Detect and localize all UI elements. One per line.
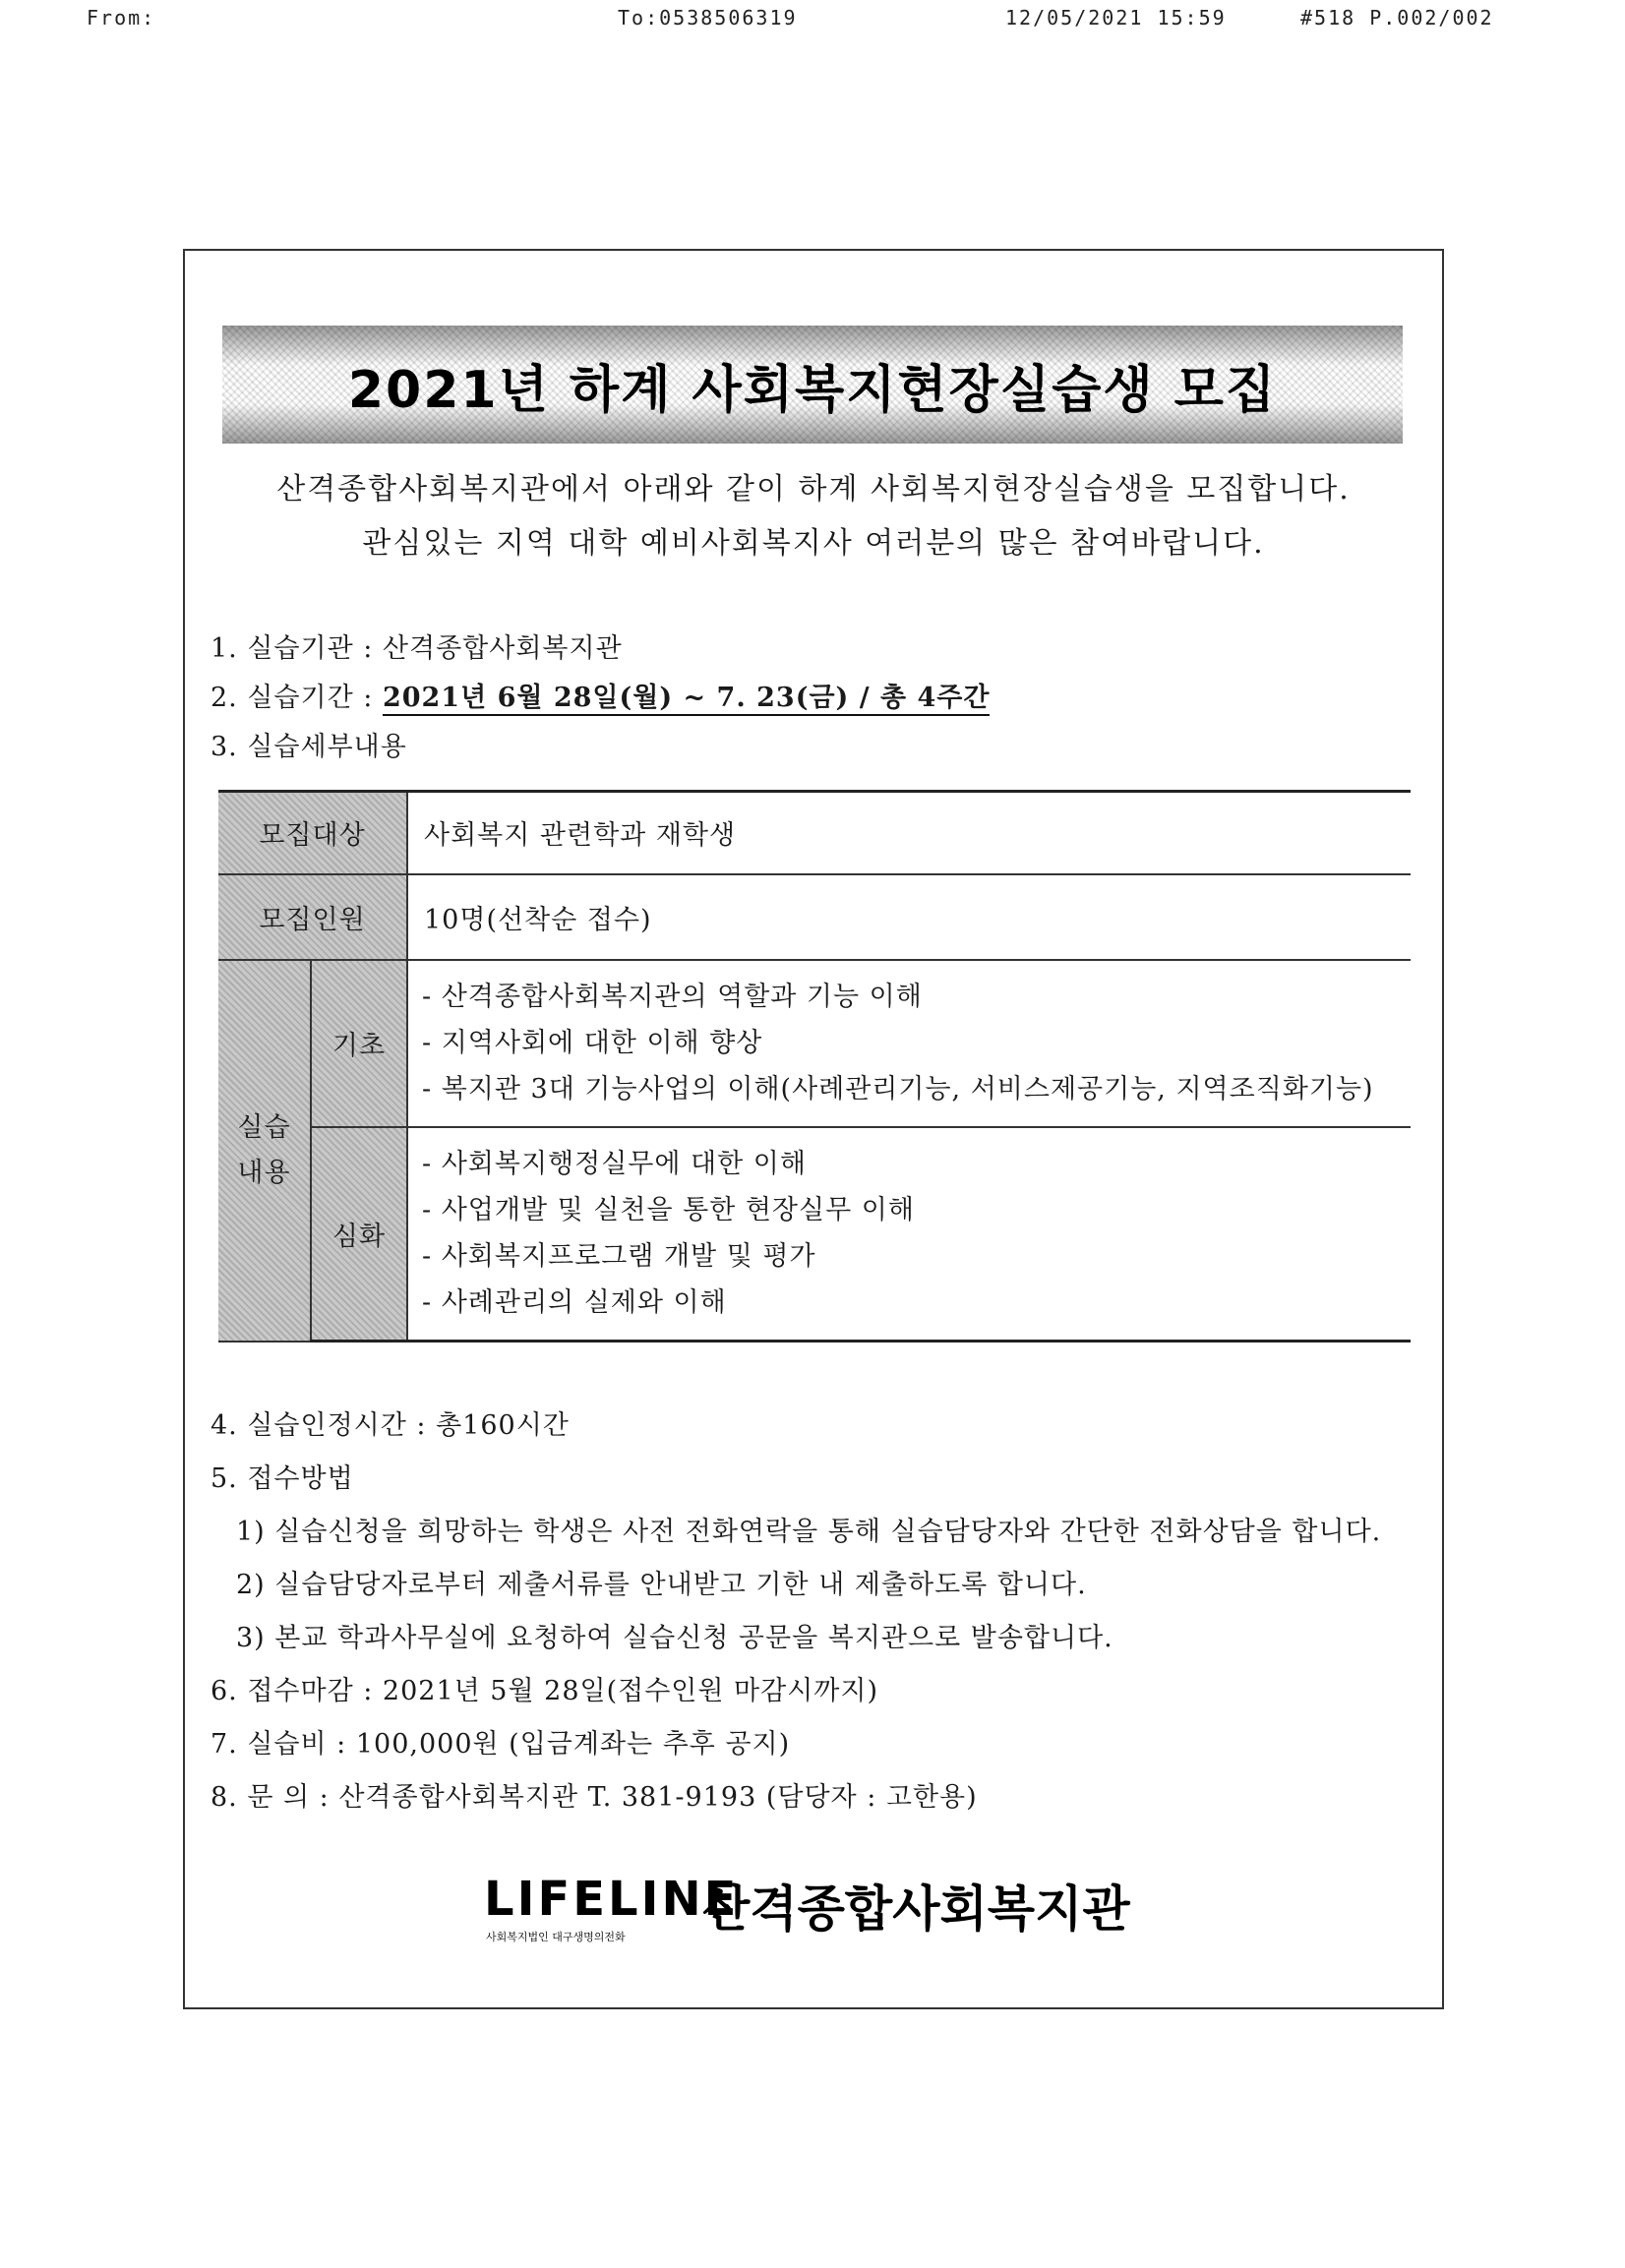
logo-korean: 산격종합사회복지관	[702, 1880, 1130, 1938]
notice-frame	[183, 249, 1444, 2009]
page-title: 2021년 하계 사회복지현장실습생 모집	[347, 360, 1278, 420]
basic-items	[407, 960, 1411, 1127]
row-header-practice-content	[218, 960, 311, 1342]
row-header-advanced: 심화	[311, 1127, 407, 1342]
table-row	[218, 792, 1411, 874]
logo-subtitle: 사회복지법인 대구생명의전화	[486, 1931, 626, 1943]
list-item: - 사례관리의 실제와 이해	[422, 1287, 727, 1319]
lifeline-logo	[484, 1872, 1173, 1950]
list-item: - 사회복지행정실무에 대한 이해	[422, 1149, 807, 1180]
fax-datetime: 12/05/2021 15:59	[1005, 6, 1227, 30]
list-item: - 사업개발 및 실천을 통한 현장실무 이해	[422, 1195, 915, 1226]
list-item: - 지역사회에 대한 이해 향상	[422, 1028, 763, 1058]
row-header-capacity: 모집인원	[218, 874, 407, 960]
list-item: - 산격종합사회복지관의 역할과 기능 이해	[422, 982, 923, 1012]
row-header-basic: 기초	[311, 960, 407, 1127]
fax-from: From:	[87, 6, 156, 30]
fax-page-number: #518 P.002/002	[1300, 6, 1494, 30]
item-deadline: 6. 접수마감 : 2021년 5월 28일(접수인원 마감시까지)	[211, 1676, 878, 1706]
table-row	[218, 1127, 1411, 1342]
item-application-method: 5. 접수방법	[211, 1463, 354, 1494]
item-period-value: 2021년 6월 28일(월) ~ 7. 23(금) / 총 4주간	[383, 683, 991, 716]
fax-header	[0, 6, 1625, 35]
item-application-step-2: 2) 실습담당자로부터 제출서류를 안내받고 기한 내 제출하도록 합니다.	[236, 1570, 1087, 1600]
logo-english: LIFELINE	[484, 1872, 740, 1927]
title-band	[222, 326, 1403, 444]
item-application-step-1: 1) 실습신청을 희망하는 학생은 사전 전화연락을 통해 실습담당자와 간단한 전화상담을 합니다.	[236, 1517, 1382, 1547]
row-value-target: 사회복지 관련학과 재학생	[407, 792, 1411, 874]
item-period	[211, 679, 990, 718]
row-header-target: 모집대상	[218, 792, 407, 874]
item-credit-hours: 4. 실습인정시간 : 총160시간	[211, 1410, 570, 1441]
practice-header-line-2: 내용	[237, 1157, 291, 1188]
item-inquiry: 8. 문 의 : 산격종합사회복지관 T. 381-9193 (담당자 : 고한용)	[211, 1782, 978, 1813]
item-application-step-3: 3) 본교 학과사무실에 요청하여 실습신청 공문을 복지관으로 발송합니다.	[236, 1623, 1113, 1653]
item-fee: 7. 실습비 : 100,000원 (입금계좌는 추후 공지)	[211, 1729, 791, 1760]
item-details-heading: 3. 실습세부내용	[211, 732, 407, 762]
fax-to: To:0538506319	[618, 6, 798, 30]
list-item: - 사회복지프로그램 개발 및 평가	[422, 1241, 816, 1273]
advanced-items	[407, 1127, 1411, 1342]
table-row	[218, 874, 1411, 960]
intro-paragraph	[185, 462, 1442, 570]
list-item: - 복지관 3대 기능사업의 이해(사례관리기능, 서비스제공기능, 지역조직화기능)	[422, 1074, 1374, 1104]
intro-line-1: 산격종합사회복지관에서 아래와 같이 하계 사회복지현장실습생을 모집합니다.	[276, 472, 1351, 507]
practice-header-line-1: 실습	[237, 1111, 291, 1143]
table-row	[218, 960, 1411, 1127]
row-value-capacity: 10명(선착순 접수)	[407, 874, 1411, 960]
item-institution: 1. 실습기관 : 산격종합사회복지관	[211, 633, 623, 664]
details-table	[218, 790, 1411, 1343]
intro-line-2: 관심있는 지역 대학 예비사회복지사 여러분의 많은 참여바랍니다.	[362, 526, 1265, 561]
item-period-label: 2. 실습기간 :	[211, 683, 383, 713]
